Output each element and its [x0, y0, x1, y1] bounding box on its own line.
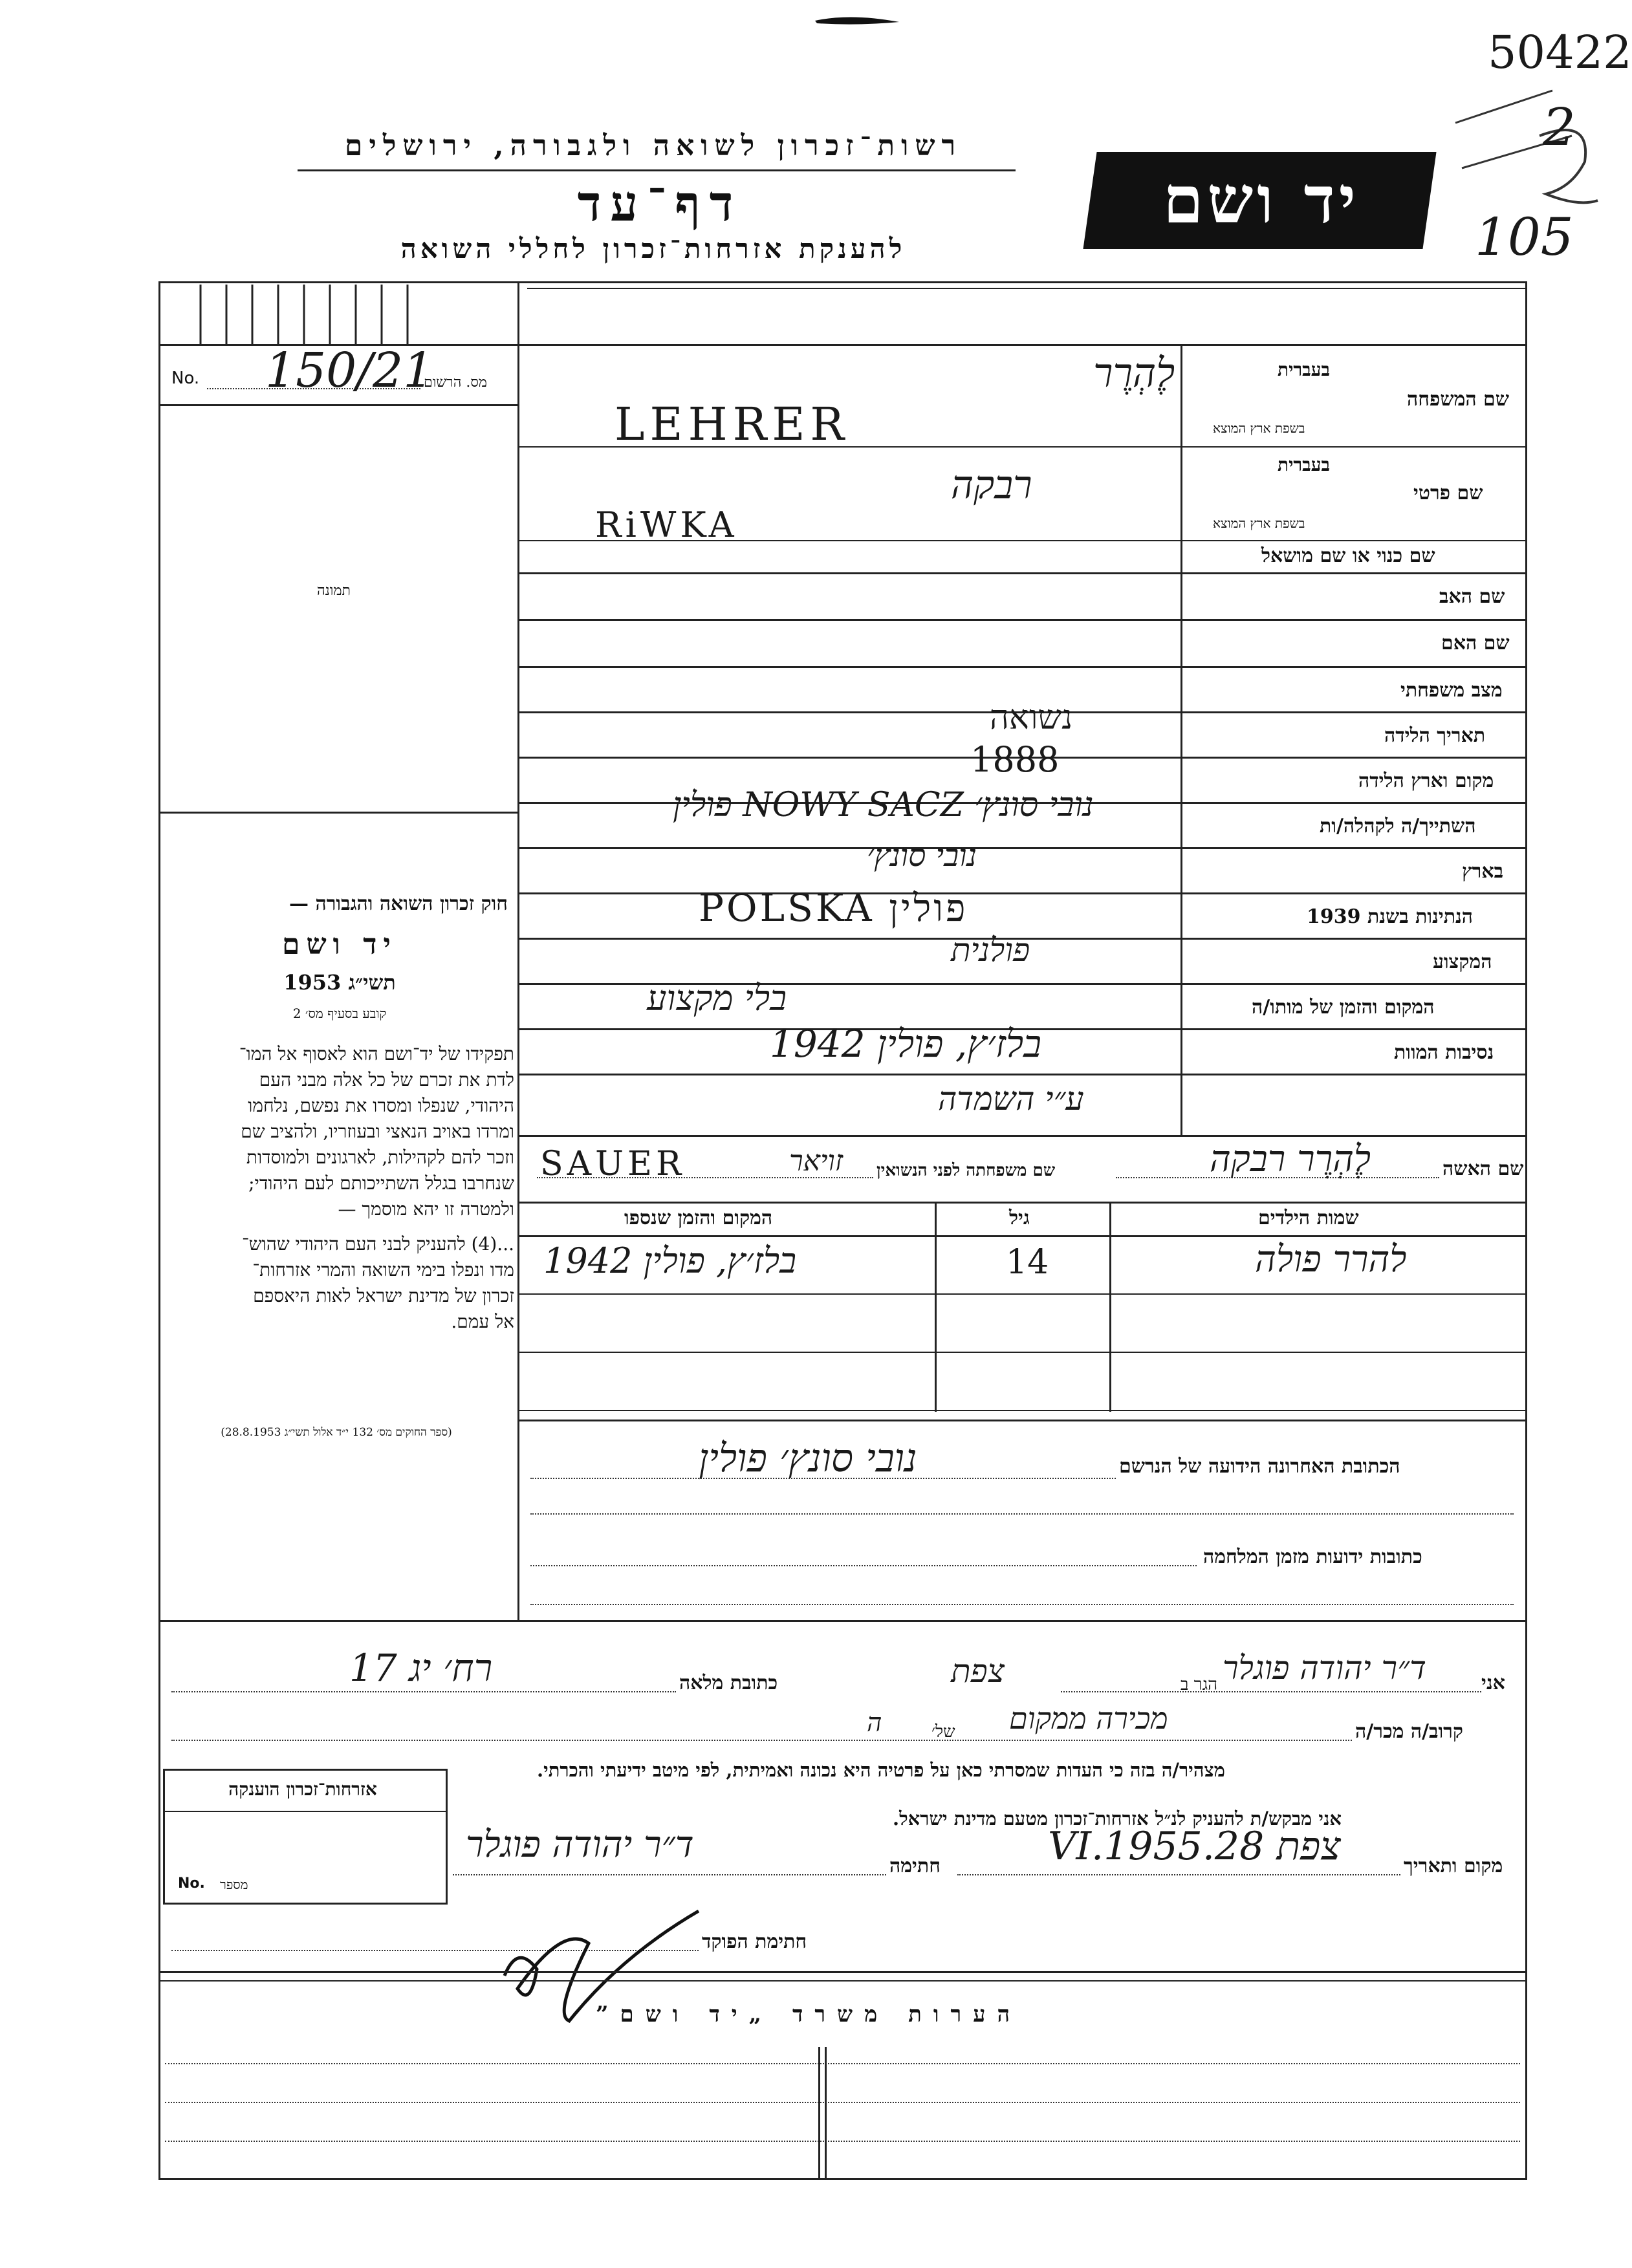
wartime-address-line-2	[530, 1604, 1514, 1605]
law-line: היהודי, שנפלו ומסרו את נפשם, נלחמו	[248, 1095, 514, 1116]
statement-2: אני מבקש/ת להעניק לנ״ל אזרחות־זכרון מטעם מדינת ישראל.	[893, 1808, 1342, 1830]
relative-value: מכירה ממקום	[1009, 1701, 1168, 1736]
profession-label: המקצוע	[1433, 951, 1492, 973]
stamp-box-number-label: מספר	[220, 1877, 248, 1892]
maiden-name-latin: SAUER	[540, 1145, 686, 1183]
authority-title: רשות־זכרון לשואה ולגבורה, ירושלים	[344, 129, 963, 162]
child-name-value: להרר פולה	[1255, 1238, 1407, 1280]
last-address-value: נובי סונץ׳ פולין	[699, 1436, 917, 1481]
i-label: אני	[1481, 1672, 1505, 1694]
reg-label: מס. הרשום	[424, 374, 487, 391]
law-line: לדת את זכרם של כל אלה מבני העם	[259, 1069, 514, 1090]
child-age-value: 14	[1006, 1243, 1049, 1282]
reg-no-label: No.	[171, 369, 200, 388]
row-line	[517, 1135, 1527, 1137]
resides-value: צפת	[951, 1652, 1005, 1690]
law-source: (ספר החוקים מס׳ 132 י״ד אלול תשי״ג 28.8.1953)	[221, 1426, 452, 1439]
law-line: זכרון של מדינת ישראל לאות היאספם	[253, 1285, 514, 1306]
child-place-value: בלז׳ץ, פולין 1942	[543, 1240, 797, 1281]
reg-bottom-line	[158, 404, 517, 406]
children-col-divider	[1109, 1202, 1111, 1412]
first-name-hebrew-value: רבקה	[951, 462, 1032, 508]
last-address-label: הכתובת האחרונה הידועה של הנרשם	[1119, 1455, 1400, 1478]
relative-line	[171, 1740, 1352, 1741]
frame-right	[1525, 281, 1527, 2179]
label-column-divider	[1180, 346, 1182, 1135]
death-circumstances-label: נסיבות המוות	[1394, 1041, 1494, 1064]
frame-top	[158, 281, 1527, 283]
family-name-sub-origin: בשפת ארץ המוצא	[1213, 420, 1305, 436]
frame-left	[158, 281, 160, 2179]
first-name-sub-origin: בשפת ארץ המוצא	[1213, 515, 1305, 531]
law-year: תשי״ג 1953	[283, 970, 396, 995]
law-name: יד ושם	[282, 928, 397, 961]
children-age-header: גיל	[1009, 1207, 1030, 1229]
birth-date-label: תאריך הלידה	[1384, 724, 1486, 747]
children-top-line	[517, 1202, 1527, 1204]
death-place-value: בלז׳ץ, פולין 1942	[770, 1022, 1042, 1066]
family-name-hebrew-value: לֶהְרֶר	[1093, 349, 1175, 396]
reg-number-value: 150/21	[265, 343, 434, 398]
children-place-header: המקום והזמן שנספו	[624, 1207, 773, 1229]
photo-bottom-line	[158, 812, 517, 814]
place-date-label: מקום ותאריך	[1404, 1855, 1503, 1877]
death-place-label: המקום והזמן של מותו/ה	[1252, 996, 1435, 1019]
office-notes-line	[165, 2102, 1520, 2103]
row-line	[517, 572, 1527, 574]
law-line: ...(4) להעניק לבני העם היהודי שהוש־	[242, 1233, 514, 1255]
row-line	[517, 847, 1527, 849]
stamp-box-title: אזרחות־זכרון הוענקה	[228, 1778, 377, 1800]
marital-value: נשואה	[990, 698, 1073, 737]
signature-label: חתימה	[889, 1855, 941, 1877]
law-line: מדו ונפלו בימי השואה והמרי אזרחות־	[252, 1259, 514, 1280]
country-value: POLSKA פולין	[699, 886, 968, 930]
form-title: דף־עד	[577, 175, 743, 232]
registration-boxes	[162, 285, 517, 344]
family-name-label: שם המשפחה	[1407, 388, 1510, 411]
place-date-value: צפת 28.VI.1955	[1048, 1824, 1341, 1869]
spouse-name-value: לֶהְרֶר רבקה	[1210, 1138, 1371, 1180]
full-address-line	[171, 1691, 676, 1692]
row-line	[517, 666, 1527, 668]
margin-note-105: 105	[1475, 207, 1574, 267]
law-title: חוק זכרון השואה והגבורה —	[289, 892, 508, 915]
office-notes-label: הערות משרד „יד ושם”	[595, 2002, 1022, 2027]
frame-top-inner	[527, 288, 1527, 289]
law-line: אל עמם.	[451, 1311, 514, 1332]
row-line	[517, 1074, 1527, 1075]
maiden-name-label: שם משפחתה לפני הנשואין	[876, 1161, 1056, 1180]
form-subtitle: להענקת אזרחות־זכרון לחללי השואה	[400, 233, 906, 265]
margin-note-2: 2	[1543, 97, 1576, 157]
photo-label: תמונה	[317, 583, 351, 599]
resides-label: הגר ב	[1180, 1675, 1218, 1694]
community-label: השתייך/ה לקהלה/ות	[1320, 815, 1476, 837]
authority-underline	[298, 169, 1016, 171]
place-date-line	[957, 1874, 1400, 1875]
full-address-label: כתובת מלאה	[679, 1672, 778, 1694]
children-col-divider	[935, 1202, 937, 1412]
law-line: שנחרבו בגלל השתייכותם לעם היהודי;	[248, 1172, 514, 1194]
row-line	[517, 619, 1527, 621]
office-notes-line	[165, 2063, 1520, 2064]
first-name-sub-hebrew: בעברית	[1278, 454, 1331, 475]
declaration-top-line	[158, 1620, 1527, 1622]
maiden-name-hebrew: זויאר	[789, 1145, 843, 1178]
children-header-line	[517, 1235, 1527, 1237]
birth-place-label: מקום וארץ הלידה	[1358, 770, 1494, 792]
citizenship-label: הנתינות בשנת 1939	[1307, 905, 1474, 928]
birth-place-value: נובי סונץ׳ NOWY SACZ פולין	[673, 786, 1094, 825]
office-notes-line	[165, 2141, 1520, 2142]
full-address-value: רח׳ יג 17	[349, 1646, 493, 1690]
law-line: וזכר להם לקהילות, לארגונים ולמוסדות	[246, 1147, 514, 1168]
children-name-header: שמות הילדים	[1258, 1207, 1359, 1229]
stamp-number: 50422	[1488, 26, 1632, 79]
wartime-address-line	[530, 1565, 1197, 1566]
children-row-line	[517, 1410, 1527, 1411]
top-scribble	[812, 12, 902, 28]
family-name-sub-hebrew: בעברית	[1278, 359, 1331, 380]
country-label: בארץ	[1462, 860, 1504, 883]
signature-line	[453, 1874, 886, 1875]
statement-1: מצהיר/ה בזה כי העדות שמסרתי כאן על פרטיה היא נכונה ואמיתית, לפי מיטב ידיעתי והכרתי.	[537, 1759, 1225, 1781]
office-notes-divider	[818, 2047, 820, 2178]
law-text	[171, 1041, 514, 1335]
office-notes-top-line	[158, 1971, 1527, 1973]
profession-value: בלי מקצוע	[647, 978, 787, 1019]
first-name-label: שם פרטי	[1413, 482, 1483, 504]
father-label: שם האב	[1439, 585, 1505, 608]
of-value: ה	[867, 1708, 882, 1738]
last-address-line-2	[530, 1513, 1514, 1515]
stamp-box-rule	[163, 1811, 448, 1812]
community-value: נובי סונץ׳	[867, 837, 977, 874]
frame-bottom	[158, 2178, 1527, 2180]
office-notes-inner-line	[158, 1980, 1527, 1982]
declarant-name-line	[1061, 1691, 1481, 1692]
nickname-label: שם כנוי או שם מושאל	[1261, 545, 1435, 567]
children-row-line	[517, 1352, 1527, 1353]
mother-label: שם האם	[1441, 632, 1510, 654]
law-line: ולמטרה זו יהא מוסמך —	[338, 1198, 514, 1220]
row-line	[517, 892, 1527, 894]
address-top-line	[517, 1420, 1527, 1421]
law-line: תפקידו של יד־ושם הוא לאסוף אל המו־	[239, 1043, 514, 1064]
declarant-name-value: ד״ר יהודה פוגלר	[1223, 1649, 1426, 1687]
wartime-address-label: כתובות ידועות מזמן המלחמה	[1203, 1546, 1422, 1568]
spouse-label: שם האשה	[1442, 1158, 1524, 1180]
law-clause: קובע בסעיף מס׳ 2	[292, 1006, 387, 1021]
citizenship-value: פולנית	[951, 931, 1030, 969]
of-label: של׳	[931, 1722, 955, 1742]
office-notes-divider	[825, 2047, 827, 2178]
relative-label: קרוב/ה מכר/ה	[1355, 1720, 1463, 1743]
death-circumstances-value: ע״י השמדה	[938, 1080, 1084, 1118]
logo-text: יד ושם	[1163, 162, 1360, 238]
law-line: ומרדו באויב הנאצי ובעוזריו, ולהציב שם	[241, 1121, 514, 1142]
signature-value: ד״ר יהודה פוגלר	[466, 1824, 694, 1866]
children-row-line	[517, 1293, 1527, 1295]
stamp-box-no-label: No.	[178, 1875, 205, 1892]
marital-label: מצב משפחתי	[1400, 679, 1503, 702]
first-name-origin-value: RiWKA	[595, 504, 738, 545]
birth-date-value: 1888	[970, 739, 1060, 780]
officer-signature-label: חתימת הפוקד	[702, 1930, 807, 1953]
family-name-origin-value: LEHRER	[615, 398, 850, 451]
